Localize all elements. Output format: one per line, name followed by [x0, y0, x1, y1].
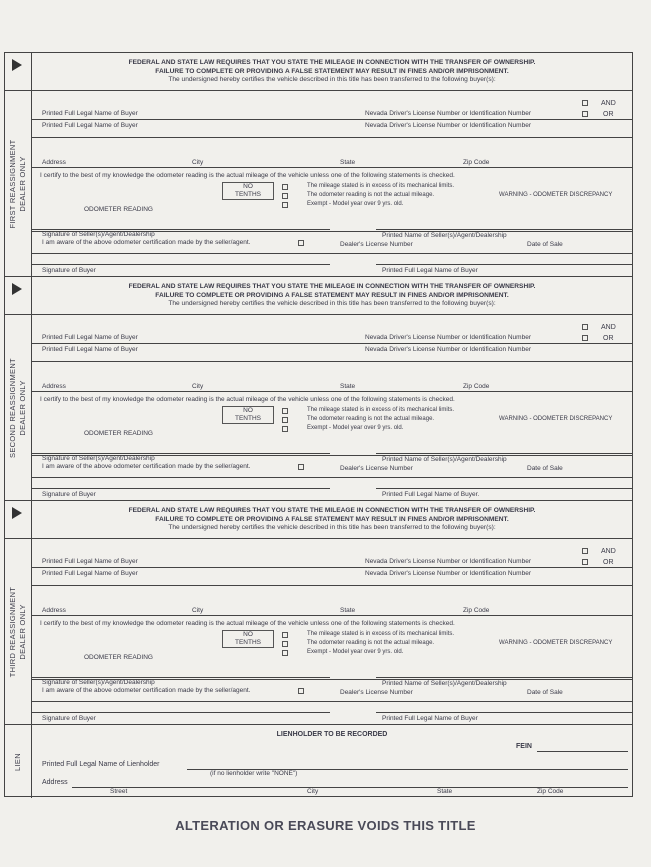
seller-name-line[interactable] — [376, 229, 632, 230]
none-note: (if no lienholder write "NONE") — [210, 770, 298, 777]
license-label: Nevada Driver's License Number or Identification Number — [365, 570, 531, 577]
aware-text: I am aware of the above odometer certification made by the seller/agent. — [42, 463, 251, 470]
first-reassignment-section — [5, 91, 632, 277]
or-checkbox[interactable] — [582, 335, 588, 341]
buyer-printed-label: Printed Full Legal Name of Buyer — [382, 715, 478, 722]
dealer-license-label: Dealer's License Number — [340, 465, 413, 472]
lien-section — [5, 725, 632, 798]
section-side-label — [5, 315, 32, 500]
arrow-right-icon — [12, 59, 22, 71]
tenths-label: TENTHS — [235, 415, 261, 422]
odometer-block — [32, 361, 632, 456]
seller-sig-line[interactable] — [32, 677, 330, 678]
or-checkbox[interactable] — [582, 559, 588, 565]
seller-sig-line[interactable] — [32, 229, 330, 230]
side-label-line-1: SECOND REASSIGNMENT — [8, 357, 17, 458]
address-line[interactable] — [32, 615, 632, 616]
and-label: AND — [601, 100, 616, 107]
seller-name-line[interactable] — [376, 677, 632, 678]
buyer-name-label: Printed Full Legal Name of Buyer — [42, 110, 138, 117]
buyer-sig-line[interactable] — [32, 488, 330, 489]
buyer-row-1[interactable] — [32, 539, 632, 568]
not-actual-checkbox[interactable] — [282, 641, 288, 647]
arrow-cell — [5, 501, 32, 538]
excess-checkbox[interactable] — [282, 632, 288, 638]
odometer-label: ODOMETER READING — [84, 430, 153, 437]
lien-zip-label: Zip Code — [537, 788, 564, 795]
seller-sig-label: Signature of Seller(s)/Agent/Dealership — [42, 679, 155, 686]
and-label: AND — [601, 324, 616, 331]
or-label: OR — [603, 559, 614, 566]
notice-band-1 — [5, 53, 632, 91]
seller-row[interactable] — [32, 679, 632, 702]
not-actual-checkbox[interactable] — [282, 193, 288, 199]
no-tenths-box — [222, 182, 274, 200]
lienholder-title: LIENHOLDER TO BE RECORDED — [276, 731, 388, 738]
side-label — [8, 586, 28, 676]
buyer-name-label: Printed Full Legal Name of Buyer — [42, 346, 138, 353]
notice-line-3: The undersigned hereby certifies the vehicle described in this title has been transferred to the following buyer(s): — [168, 76, 496, 84]
buyer-name-label: Printed Full Legal Name of Buyer — [42, 122, 138, 129]
stmt-exempt: Exempt - Model year over 9 yrs. old. — [307, 649, 404, 655]
odometer-label: ODOMETER READING — [84, 654, 153, 661]
aware-text: I am aware of the above odometer certification made by the seller/agent. — [42, 239, 251, 246]
stmt-excess: The mileage stated is in excess of its mechanical limits. — [307, 407, 455, 413]
seller-name-line[interactable] — [376, 453, 632, 454]
certify-text: I certify to the best of my knowledge the odometer reading is the actual mileage of the vehicle unless one of the following statements is checked. — [40, 620, 455, 627]
warning-text: WARNING - ODOMETER DISCREPANCY — [499, 416, 613, 422]
seller-name-label: Printed Name of Seller(s)/Agent/Dealership — [382, 680, 507, 687]
address-line[interactable] — [32, 391, 632, 392]
section-side-label — [5, 91, 32, 276]
buyer-row-2[interactable] — [32, 119, 632, 138]
notice-line-2: FAILURE TO COMPLETE OR PROVIDING A FALSE STATEMENT MAY RESULT IN FINES AND/OR IMPRISONMENT. — [155, 515, 509, 523]
section-side-label — [5, 539, 32, 724]
exempt-checkbox[interactable] — [282, 650, 288, 656]
city-label: City — [192, 159, 204, 166]
buyer-sig-label: Signature of Buyer — [42, 715, 96, 722]
legal-notice — [32, 507, 632, 533]
address-label: Address — [42, 159, 66, 166]
buyer-row-2[interactable] — [32, 567, 632, 586]
odometer-label: ODOMETER READING — [84, 206, 153, 213]
zip-label: Zip Code — [463, 607, 490, 614]
buyer-printed-label: Printed Full Legal Name of Buyer — [382, 267, 478, 274]
license-label: Nevada Driver's License Number or Identification Number — [365, 558, 531, 565]
side-label-line-2: DEALER ONLY — [18, 603, 27, 660]
no-label: NO — [243, 631, 253, 638]
buyer-sig-label: Signature of Buyer — [42, 491, 96, 498]
third-reassignment-section — [5, 539, 632, 725]
buyer-row-1[interactable] — [32, 91, 632, 120]
not-actual-checkbox[interactable] — [282, 417, 288, 423]
tenths-label: TENTHS — [235, 191, 261, 198]
and-checkbox[interactable] — [582, 548, 588, 554]
notice-line-2: FAILURE TO COMPLETE OR PROVIDING A FALSE STATEMENT MAY RESULT IN FINES AND/OR IMPRISONMENT. — [155, 291, 509, 299]
buyer-sig-label: Signature of Buyer — [42, 267, 96, 274]
exempt-checkbox[interactable] — [282, 202, 288, 208]
address-label: Address — [42, 607, 66, 614]
second-reassignment-section — [5, 315, 632, 501]
arrow-right-icon — [12, 507, 22, 519]
void-warning-footer: ALTERATION OR ERASURE VOIDS THIS TITLE — [175, 818, 476, 833]
lien-city-label: City — [307, 788, 319, 795]
notice-line-1: FEDERAL AND STATE LAW REQUIRES THAT YOU STATE THE MILEAGE IN CONNECTION WITH THE TRANSFER OF OWNERSHIP. — [128, 507, 536, 514]
aware-checkbox[interactable] — [298, 688, 304, 694]
seller-row[interactable] — [32, 455, 632, 478]
stmt-excess: The mileage stated is in excess of its mechanical limits. — [307, 631, 455, 637]
odometer-block — [32, 585, 632, 680]
license-label: Nevada Driver's License Number or Identification Number — [365, 122, 531, 129]
side-label-line-1: THIRD REASSIGNMENT — [8, 586, 17, 677]
title-reassignment-form — [4, 52, 633, 797]
seller-row[interactable] — [32, 231, 632, 254]
and-checkbox[interactable] — [582, 100, 588, 106]
buyer-name-label: Printed Full Legal Name of Buyer — [42, 334, 138, 341]
arrow-cell — [5, 277, 32, 314]
date-sale-label: Date of Sale — [527, 689, 563, 696]
arrow-cell — [5, 53, 32, 90]
arrow-right-icon — [12, 283, 22, 295]
no-label: NO — [243, 407, 253, 414]
stmt-not-actual: The odometer reading is not the actual mileage. — [307, 640, 435, 646]
tenths-label: TENTHS — [235, 639, 261, 646]
address-label: Address — [42, 383, 66, 390]
notice-line-1: FEDERAL AND STATE LAW REQUIRES THAT YOU STATE THE MILEAGE IN CONNECTION WITH THE TRANSFER OF OWNERSHIP. — [128, 283, 536, 290]
or-checkbox[interactable] — [582, 111, 588, 117]
stmt-excess: The mileage stated is in excess of its mechanical limits. — [307, 183, 455, 189]
address-line[interactable] — [32, 167, 632, 168]
date-sale-label: Date of Sale — [527, 465, 563, 472]
or-label: OR — [603, 111, 614, 118]
aware-checkbox[interactable] — [298, 240, 304, 246]
notice-band-3 — [5, 501, 632, 539]
notice-line-3: The undersigned hereby certifies the vehicle described in this title has been transferred to the following buyer(s): — [168, 300, 496, 308]
and-label: AND — [601, 548, 616, 555]
no-tenths-box — [222, 406, 274, 424]
buyer-sig-line[interactable] — [32, 712, 330, 713]
lien-street-label: Street — [110, 788, 128, 795]
buyer-name-label: Printed Full Legal Name of Buyer — [42, 570, 138, 577]
lienholder-name-label: Printed Full Legal Name of Lienholder — [42, 761, 160, 768]
notice-line-3: The undersigned hereby certifies the vehicle described in this title has been transferred to the following buyer(s): — [168, 524, 496, 532]
buyer-printed-line[interactable] — [376, 712, 632, 713]
and-checkbox[interactable] — [582, 324, 588, 330]
certify-text: I certify to the best of my knowledge the odometer reading is the actual mileage of the vehicle unless one of the following statements is checked. — [40, 396, 455, 403]
no-label: NO — [243, 183, 253, 190]
fein-line[interactable] — [537, 751, 628, 752]
buyer-printed-label: Printed Full Legal Name of Buyer. — [382, 491, 480, 498]
stmt-exempt: Exempt - Model year over 9 yrs. old. — [307, 201, 404, 207]
lien-side-label: LIEN — [13, 752, 22, 771]
warning-text: WARNING - ODOMETER DISCREPANCY — [499, 640, 613, 646]
side-label-line-2: DEALER ONLY — [18, 155, 27, 212]
lien-state-label: State — [437, 788, 453, 795]
state-label: State — [340, 383, 356, 390]
license-label: Nevada Driver's License Number or Identification Number — [365, 110, 531, 117]
side-label-line-2: DEALER ONLY — [18, 379, 27, 436]
aware-checkbox[interactable] — [298, 464, 304, 470]
buyer-row-1[interactable] — [32, 315, 632, 344]
aware-text: I am aware of the above odometer certification made by the seller/agent. — [42, 687, 251, 694]
no-tenths-box — [222, 630, 274, 648]
buyer-printed-line[interactable] — [376, 264, 632, 265]
excess-checkbox[interactable] — [282, 408, 288, 414]
buyer-sig-row[interactable] — [32, 253, 632, 277]
seller-sig-line[interactable] — [32, 453, 330, 454]
buyer-row-2[interactable] — [32, 343, 632, 362]
section-side-label — [5, 725, 32, 798]
zip-label: Zip Code — [463, 159, 490, 166]
license-label: Nevada Driver's License Number or Identification Number — [365, 346, 531, 353]
side-label — [8, 358, 28, 458]
odometer-block — [32, 137, 632, 232]
seller-sig-label: Signature of Seller(s)/Agent/Dealership — [42, 231, 155, 238]
city-label: City — [192, 607, 204, 614]
zip-label: Zip Code — [463, 383, 490, 390]
stmt-not-actual: The odometer reading is not the actual mileage. — [307, 416, 435, 422]
side-label — [8, 139, 28, 228]
warning-text: WARNING - ODOMETER DISCREPANCY — [499, 192, 613, 198]
buyer-printed-line[interactable] — [376, 488, 632, 489]
dealer-license-label: Dealer's License Number — [340, 689, 413, 696]
fein-label: FEIN — [516, 743, 532, 750]
state-label: State — [340, 159, 356, 166]
seller-name-label: Printed Name of Seller(s)/Agent/Dealership — [382, 232, 507, 239]
lien-address-label: Address — [42, 779, 68, 786]
notice-band-2 — [5, 277, 632, 315]
seller-name-label: Printed Name of Seller(s)/Agent/Dealership — [382, 456, 507, 463]
exempt-checkbox[interactable] — [282, 426, 288, 432]
buyer-sig-row[interactable] — [32, 477, 632, 501]
legal-notice — [32, 283, 632, 309]
date-sale-label: Date of Sale — [527, 241, 563, 248]
buyer-sig-line[interactable] — [32, 264, 330, 265]
notice-line-2: FAILURE TO COMPLETE OR PROVIDING A FALSE STATEMENT MAY RESULT IN FINES AND/OR IMPRISONMENT. — [155, 67, 509, 75]
state-label: State — [340, 607, 356, 614]
certify-text: I certify to the best of my knowledge the odometer reading is the actual mileage of the vehicle unless one of the following statements is checked. — [40, 172, 455, 179]
city-label: City — [192, 383, 204, 390]
buyer-name-label: Printed Full Legal Name of Buyer — [42, 558, 138, 565]
excess-checkbox[interactable] — [282, 184, 288, 190]
stmt-exempt: Exempt - Model year over 9 yrs. old. — [307, 425, 404, 431]
or-label: OR — [603, 335, 614, 342]
seller-sig-label: Signature of Seller(s)/Agent/Dealership — [42, 455, 155, 462]
buyer-sig-row[interactable] — [32, 701, 632, 725]
license-label: Nevada Driver's License Number or Identification Number — [365, 334, 531, 341]
legal-notice — [32, 59, 632, 85]
dealer-license-label: Dealer's License Number — [340, 241, 413, 248]
notice-line-1: FEDERAL AND STATE LAW REQUIRES THAT YOU STATE THE MILEAGE IN CONNECTION WITH THE TRANSFER OF OWNERSHIP. — [128, 59, 536, 66]
stmt-not-actual: The odometer reading is not the actual mileage. — [307, 192, 435, 198]
side-label-line-1: FIRST REASSIGNMENT — [8, 138, 17, 229]
